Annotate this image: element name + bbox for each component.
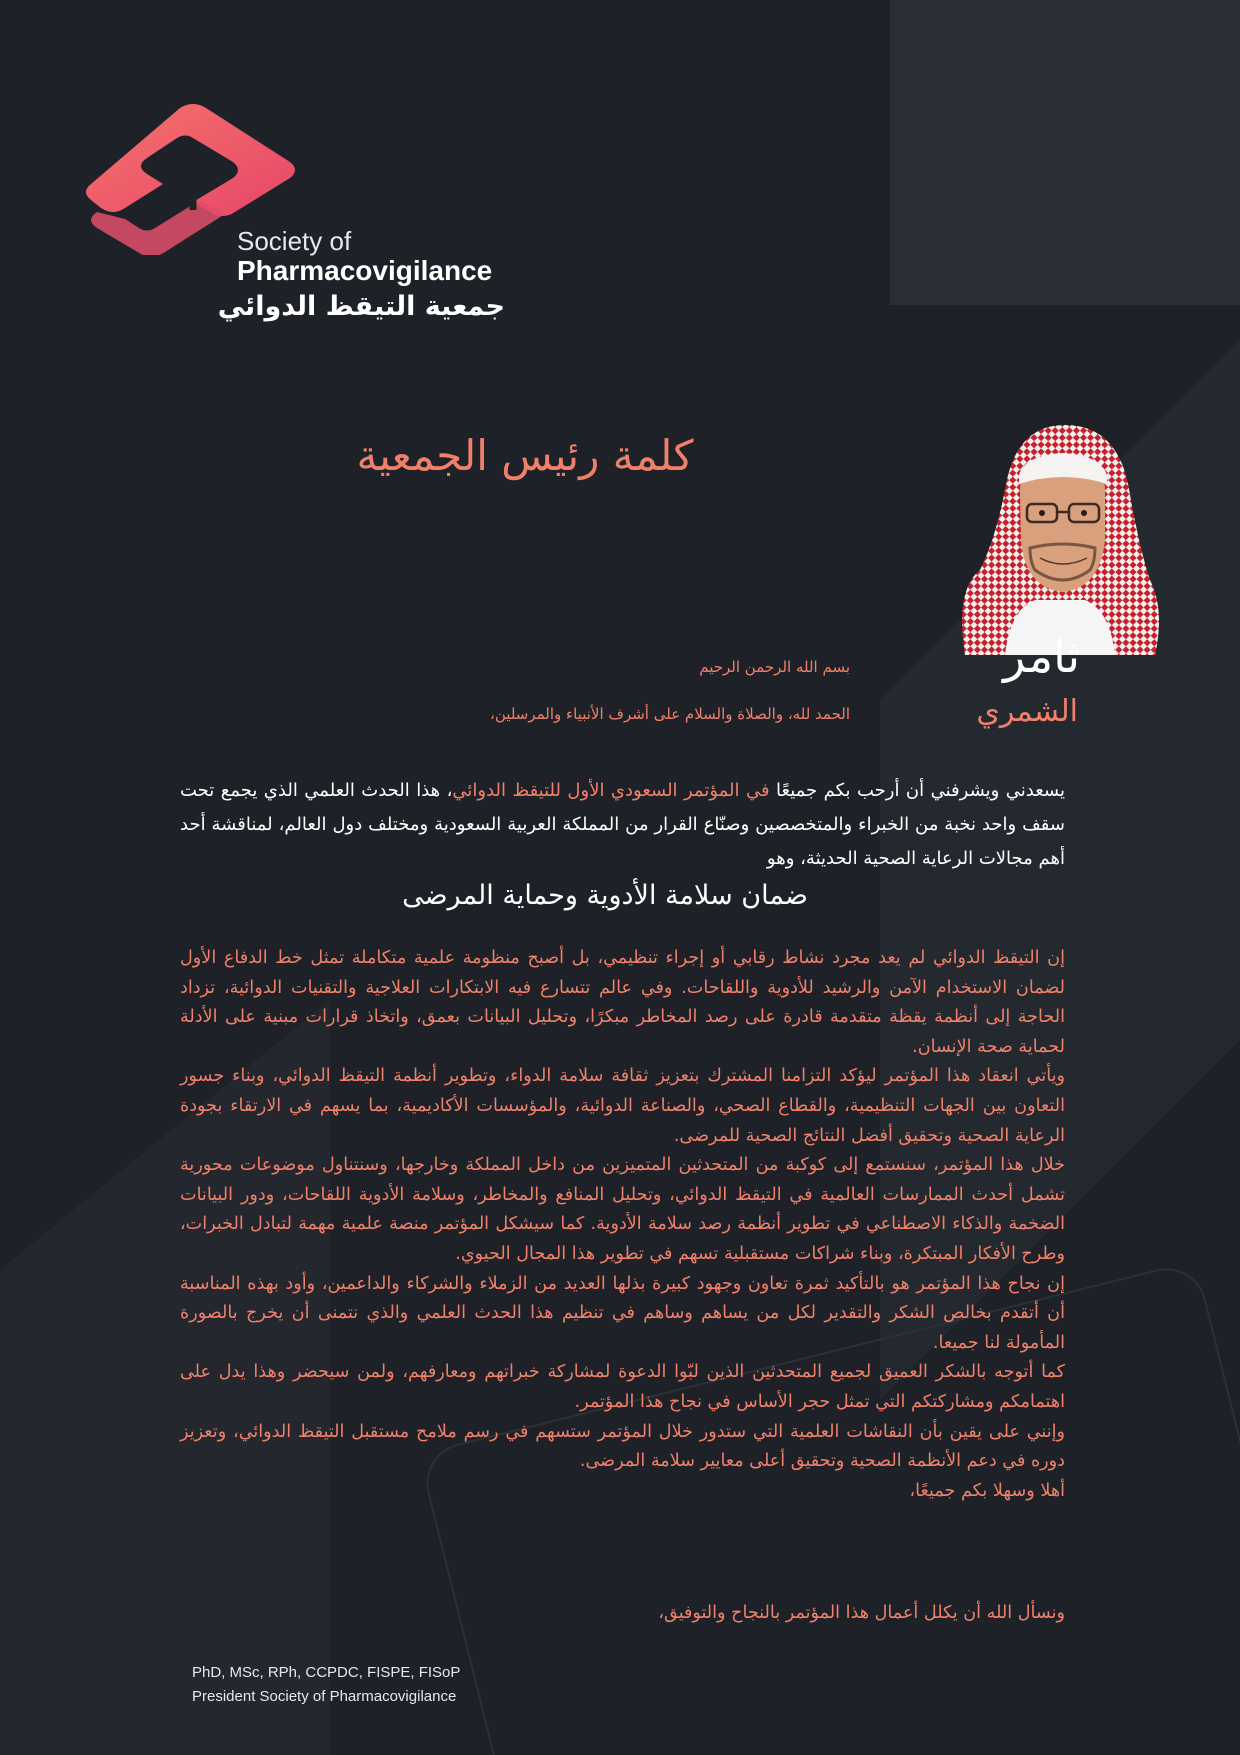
intro-text-end: ، هذا الحدث العلمي الذي يجمع تحت سقف واحد نخبة من الخبراء والمتخصصين وصنّاع القرار من المملكة العربية السعودية ومختلف دول العالم، لمناقشة أحد أهم مجالات الرعاية الصحية الحديثة، وهو (180, 780, 1065, 869)
body-paragraph: خلال هذا المؤتمر، سنستمع إلى كوكبة من المتحدثين المتميزين من داخل المملكة وخارجها، وسنتناول موضوعات محورية تشمل أحدث الممارسات العالمية في التيقظ الدوائي، وتحليل المنافع والمخاطر، وسلامة الأدوية اللقاحات، ودور البيانات الضخمة والذكاء الاصطناعي في تطوير أنظمة رصد سلامة الأدوية. كما سيشكل المؤتمر منصة علمية مهمة لتبادل الخبرات، وطرح الأفكار المبتكرة، وبناء شراكات مستقبلية تسهم في تطوير هذا المجال الحيوي. (180, 1155, 1065, 1264)
president-first-name: ثامر (1003, 629, 1080, 683)
basmala-line: بسم الله الرحمن الرحيم (699, 658, 850, 676)
body-paragraph: كما أتوجه بالشكر العميق لجميع المتحدثين الذين لبّوا الدعوة لمشاركة خبراتهم ومعارفهم، ولمن سيحضر وهذا يدل على اهتمامكم ومشاركتكم التي تمثل حجر الأساس في نجاح هذا المؤتمر. (180, 1362, 1065, 1412)
body-paragraph: ويأتي انعقاد هذا المؤتمر ليؤكد التزامنا المشترك بتعزيز ثقافة سلامة الدواء، وتطوير أنظمة التيقظ الدوائي، وبناء جسور التعاون بين الجهات التنظيمية، والقطاع الصحي، والصناعة الدوائية، والمؤسسات الأكاديمية، بما يسهم في الارتقاء بجودة الرعاية الصحية وتحقيق أفضل النتائج الصحية للمرضى. (180, 1066, 1065, 1146)
body-paragraph: وإنني على يقين بأن النقاشات العلمية التي ستدور خلال المؤتمر ستسهم في رسم ملامح مستقبل التيقظ الدوائي، وتعزيز دوره في دعم الأنظمة الصحية وتحقيق أعلى معايير سلامة المرضى. (180, 1421, 1065, 1472)
president-credentials: PhD, MSc, RPh, CCPDC, FISPE, FISoP (192, 1664, 461, 1681)
intro-text-start: يسعدني ويشرفني أن أرحب بكم جميعًا (769, 780, 1065, 801)
body-paragraph: إن نجاح هذا المؤتمر هو بالتأكيد ثمرة تعاون وجهود كبيرة بذلها العديد من الزملاء والشركاء والداعمين، وأود بهذه المناسبة أن أتقدم بخالص الشكر والتقدير لكل من يساهم وساهم في تنظيم هذا الحدث العلمي والذي نتمنى أن يخرج بالصورة المأمولة لنا جميعا. (180, 1273, 1065, 1353)
logo-text-line1: Society of (237, 226, 352, 256)
society-logo (85, 100, 515, 330)
body-paragraph: إن التيقظ الدوائي لم يعد مجرد نشاط رقابي أو إجراء تنظيمي، بل أصبح منظومة علمية متكاملة تمثل خط الدفاع الأول لضمان الاستخدام الآمن والرشيد للأدوية واللقاحات. وفي عالم تتسارع فيه الابتكارات العلاجية والتقنيات الدوائية، تزداد الحاجة إلى أنظمة يقظة متقدمة قادرة على رصد المخاطر مبكرًا، وتحليل البيانات بعمق، واتخاذ قرارات مبنية على الأدلة لحماية صحة الإنسان. (180, 948, 1065, 1057)
hamd-line: الحمد لله، والصلاة والسلام على أشرف الأنبياء والمرسلين، (490, 705, 850, 723)
logo-text-arabic: جمعية التيقظ الدوائي (217, 291, 505, 322)
conference-theme: ضمان سلامة الأدوية وحماية المرضى (402, 880, 808, 911)
logo-text-line2: Pharmacovigilance (237, 255, 493, 286)
letter-body (180, 944, 1065, 1506)
president-portrait-icon (935, 420, 1165, 655)
closing-line: ونسأل الله أن يكلل أعمال هذا المؤتمر بالنجاح والتوفيق، (658, 1603, 1065, 1623)
president-last-name: الشمري (976, 694, 1078, 729)
intro-highlight: في المؤتمر السعودي الأول للتيقظ الدوائي (452, 780, 770, 801)
president-position: President Society of Pharmacovigilance (192, 1688, 457, 1705)
page-title: كلمة رئيس الجمعية (356, 431, 694, 480)
intro-paragraph (180, 774, 1065, 876)
top-right-panel (890, 0, 1240, 305)
body-paragraph: أهلا وسهلا بكم جميعًا، (909, 1480, 1065, 1501)
